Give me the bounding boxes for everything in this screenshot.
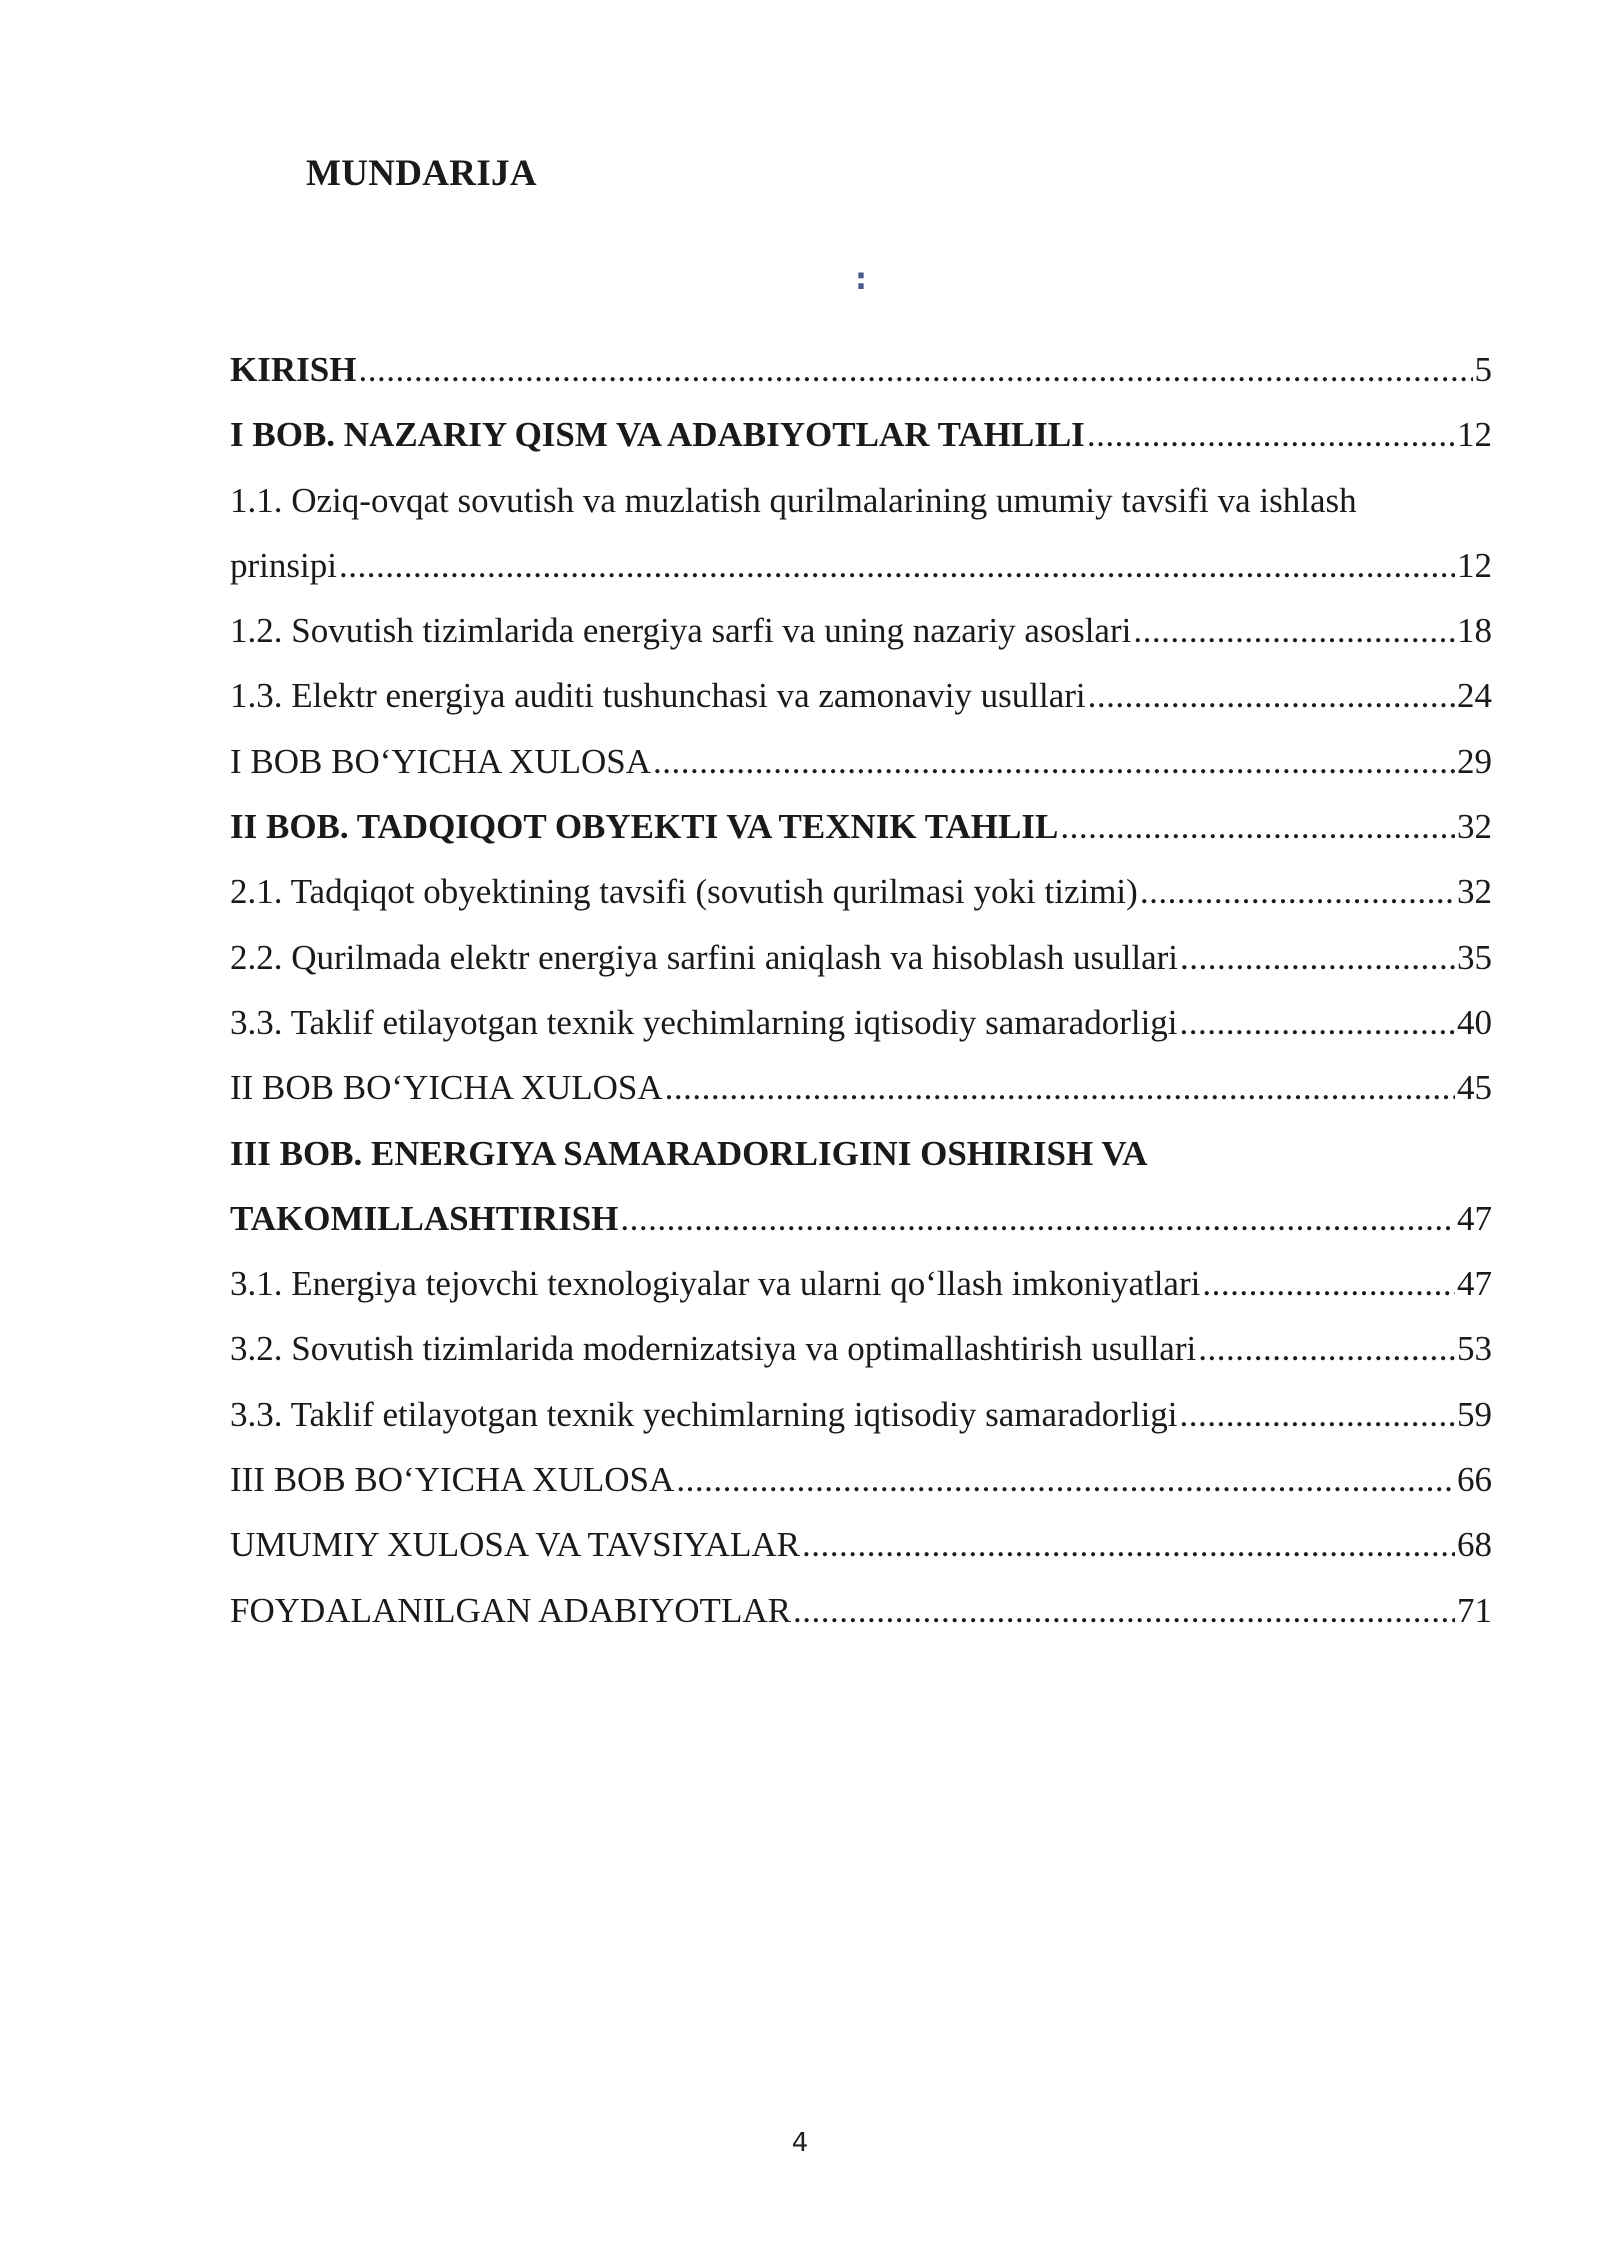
toc-dot-leader — [665, 1055, 1455, 1120]
toc-entry-title: 2.1. Tadqiqot obyektining tavsifi (sovutish qurilmasi yoki tizimi) — [230, 872, 1138, 912]
toc-entry[interactable] — [230, 1447, 1492, 1512]
toc-entry[interactable] — [230, 859, 1492, 924]
toc-entry-title: TAKOMILLASHTIRISH — [230, 1198, 619, 1238]
toc-dot-leader — [1198, 1316, 1455, 1381]
toc-entry-title: prinsipi — [230, 545, 337, 585]
toc-entry-page: 35 — [1457, 937, 1492, 977]
toc-entry-page: 53 — [1457, 1329, 1492, 1369]
toc-dot-leader — [1088, 663, 1455, 728]
toc-dot-leader — [1087, 402, 1455, 467]
toc-entry-title: III BOB BO‘YICHA XULOSA — [230, 1460, 675, 1500]
toc-entry[interactable] — [230, 794, 1492, 859]
toc-entry[interactable] — [230, 1512, 1492, 1577]
toc-entry-page: 40 — [1457, 1002, 1492, 1042]
toc-dot-leader — [653, 729, 1455, 794]
toc-entry-page: 18 — [1457, 611, 1492, 651]
toc-dot-leader — [1140, 859, 1455, 924]
separator-mark: : — [855, 262, 867, 297]
toc-entry-title: 1.1. Oziq-ovqat sovutish va muzlatish qurilmalarining umumiy tavsifi va ishlash — [230, 480, 1357, 520]
toc-entry-title: 3.3. Taklif etilayotgan texnik yechimlarning iqtisodiy samaradorligi — [230, 1394, 1178, 1434]
toc-entry-page: 32 — [1457, 807, 1492, 847]
toc-dot-leader — [1133, 598, 1455, 663]
toc-entry-page: 29 — [1457, 741, 1492, 781]
toc-entry-page: 12 — [1457, 545, 1492, 585]
toc-entry-title: 1.3. Elektr energiya auditi tushunchasi va zamonaviy usullari — [230, 676, 1086, 716]
toc-entry[interactable] — [230, 990, 1492, 1055]
toc-entry-title: 3.1. Energiya tejovchi texnologiyalar va ularni qo‘llash imkoniyatlari — [230, 1264, 1201, 1304]
toc-entry-page: 71 — [1457, 1590, 1492, 1630]
toc-entry-title: UMUMIY XULOSA VA TAVSIYALAR — [230, 1525, 800, 1565]
toc-entry-page: 5 — [1474, 350, 1492, 389]
toc-entry-title: II BOB. TADQIQOT OBYEKTI VA TEXNIK TAHLIL — [230, 807, 1059, 847]
toc-entry[interactable] — [230, 1316, 1492, 1381]
toc-entry-page: 68 — [1457, 1525, 1492, 1565]
toc-entry[interactable] — [230, 1121, 1492, 1186]
toc-entry-title: III BOB. ENERGIYA SAMARADORLIGINI OSHIRISH VA — [230, 1133, 1148, 1173]
toc-entry-page: 66 — [1457, 1460, 1492, 1500]
toc-entry-title: 3.3. Taklif etilayotgan texnik yechimlarning iqtisodiy samaradorligi — [230, 1002, 1178, 1042]
toc-entry-title: I BOB BO‘YICHA XULOSA — [230, 741, 651, 781]
toc-entry-page: 47 — [1457, 1264, 1492, 1304]
toc-dot-leader — [1180, 1382, 1455, 1447]
toc-dot-leader — [802, 1512, 1455, 1577]
toc-dot-leader — [1060, 794, 1455, 859]
toc-entry[interactable] — [230, 663, 1492, 728]
toc-entry[interactable] — [230, 925, 1492, 990]
toc-entry[interactable] — [230, 402, 1492, 467]
toc-entry[interactable] — [230, 337, 1492, 402]
toc-dot-leader — [1180, 990, 1455, 1055]
toc-entry-page: 59 — [1457, 1394, 1492, 1434]
toc-dot-leader — [339, 533, 1455, 598]
toc-dot-leader — [676, 1447, 1455, 1512]
toc-entry[interactable] — [230, 1055, 1492, 1120]
page-title: MUNDARIJA — [306, 153, 537, 194]
toc-entry-page: 32 — [1457, 872, 1492, 912]
toc-entry[interactable] — [230, 1186, 1492, 1251]
toc-entry[interactable] — [230, 729, 1492, 794]
toc-entry[interactable] — [230, 598, 1492, 663]
toc-entry[interactable] — [230, 468, 1492, 533]
page-number: 4 — [791, 2128, 809, 2158]
toc-dot-leader — [1180, 925, 1455, 990]
toc-entry-title: 2.2. Qurilmada elektr energiya sarfini aniqlash va hisoblash usullari — [230, 937, 1178, 977]
toc-entry-page: 24 — [1457, 676, 1492, 716]
toc-dot-leader — [793, 1578, 1455, 1643]
toc-entry-title: FOYDALANILGAN ADABIYOTLAR — [230, 1590, 791, 1630]
toc-dot-leader — [358, 337, 1472, 402]
toc-dot-leader — [1202, 1251, 1455, 1316]
toc-entry-title: I BOB. NAZARIY QISM VA ADABIYOTLAR TAHLILI — [230, 415, 1085, 455]
toc-entry[interactable] — [230, 1251, 1492, 1316]
toc-dot-leader — [620, 1186, 1455, 1251]
toc-entry-title: II BOB BO‘YICHA XULOSA — [230, 1068, 663, 1108]
toc-entry-title: 1.2. Sovutish tizimlarida energiya sarfi va uning nazariy asoslari — [230, 611, 1132, 651]
toc-entry[interactable] — [230, 533, 1492, 598]
toc-entry-page: 47 — [1457, 1198, 1492, 1238]
toc-entry-title: KIRISH — [230, 350, 357, 389]
toc-entry[interactable] — [230, 1578, 1492, 1643]
toc-entry-page: 12 — [1457, 415, 1492, 455]
table-of-contents — [230, 337, 1492, 1643]
toc-entry-title: 3.2. Sovutish tizimlarida modernizatsiya va optimallashtirish usullari — [230, 1329, 1197, 1369]
toc-entry-page: 45 — [1457, 1068, 1492, 1108]
toc-entry[interactable] — [230, 1382, 1492, 1447]
